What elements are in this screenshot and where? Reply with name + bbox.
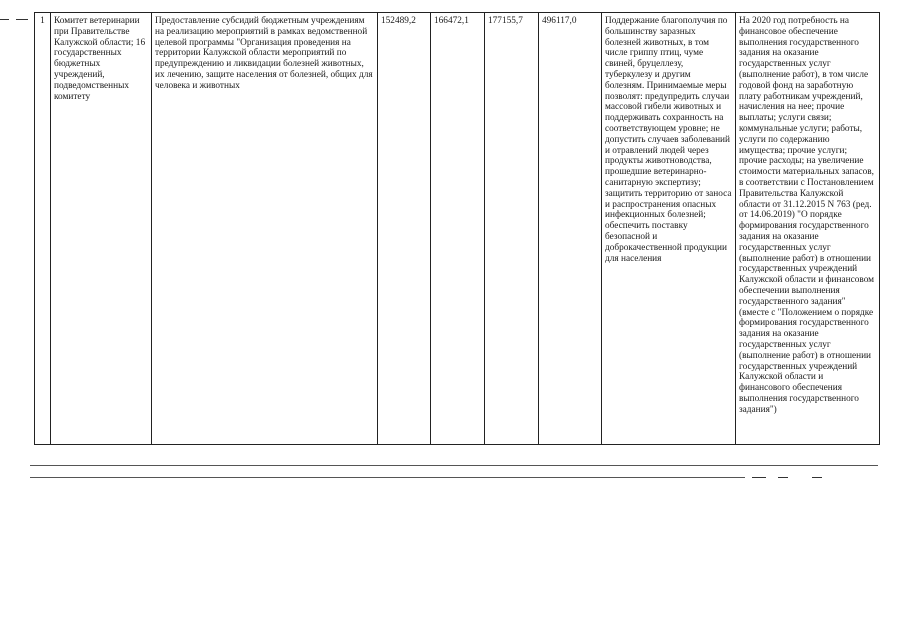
- justification-text: На 2020 год потребность на финансовое обеспечение выполнения государственного задания на оказание государственных услуг (выполнение работ), в том числе годовой фонд на заработную плату работникам учреждений, начисления на нее; прочие выплаты; услуги связи; коммунальные услуги; работы, услуги по содержанию имущества; прочие услуги; прочие расходы; на увеличение стоимости материальных запасов, в соответствии с Постановлением Правительства Калужской области от 31.12.2015 N 763 (ред. от 14.06.2019) "О порядке формирования государственного задания на оказание государственных услуг (выполнение работ) в отношении государственных учреждений Калужской области и финансовом обеспечении выполнения государственного задания" (вместе с "Положением о порядке формирования государственного задания на оказание государственных услуг (выполнение работ) в отношении государственных учреждений Калужской области и финансового обеспечения выполнения государственного задания"): [739, 16, 875, 415]
- table-row: [35, 13, 880, 445]
- amount-value: 496117,0: [542, 16, 577, 26]
- result-cell: [602, 13, 736, 445]
- amount-cell-total: [539, 13, 602, 445]
- budget-table: [34, 12, 880, 445]
- result-text: Поддержание благополучия по большинству заразных болезней животных, в том числе гриппу птиц, чуме свиней, бруцеллезу, туберкулезу и другим болезням. Принимаемые меры позволят: предупредить случаи массовой гибели животных и поддерживать сохранность на соответствующем уровне; не допустить случаев заболеваний и отравлений людей через продукты животноводства, прошедшие ветеринарно-санитарную экспертизу; защитить территорию от заноса и распространения опасных инфекционных болезней; обеспечить поставку безопасной и доброкачественной продукции для населения: [605, 16, 732, 264]
- executor-cell: [51, 13, 152, 445]
- amount-value: 152489,2: [381, 16, 416, 26]
- row-number: 1: [40, 16, 45, 26]
- margin-dash: [16, 19, 28, 20]
- bottom-dash: [778, 477, 788, 478]
- amount-value: 177155,7: [488, 16, 523, 26]
- amount-cell-2022: [485, 13, 539, 445]
- amount-value: 166472,1: [434, 16, 469, 26]
- bottom-dash: [812, 477, 822, 478]
- measure-text: Предоставление субсидий бюджетным учреждениям на реализацию мероприятий в рамках ведомственной целевой программы "Организация проведения на территории Калужской области мероприятий по предупреждению и ликвидации болезней животных, их лечению, защите населения от болезней, общих для человека и животных: [155, 16, 373, 91]
- bottom-rule: [30, 465, 878, 466]
- bottom-dash: [752, 477, 766, 478]
- justification-cell: [736, 13, 880, 445]
- measure-cell: [152, 13, 378, 445]
- amount-cell-2020: [378, 13, 431, 445]
- bottom-rule: [30, 477, 745, 478]
- amount-cell-2021: [431, 13, 485, 445]
- margin-dash: [0, 19, 9, 20]
- executor-text: Комитет ветеринарии при Правительстве Калужской области; 16 государственных бюджетных учреждений, подведомственных комитету: [54, 16, 146, 102]
- row-number-cell: [35, 13, 51, 445]
